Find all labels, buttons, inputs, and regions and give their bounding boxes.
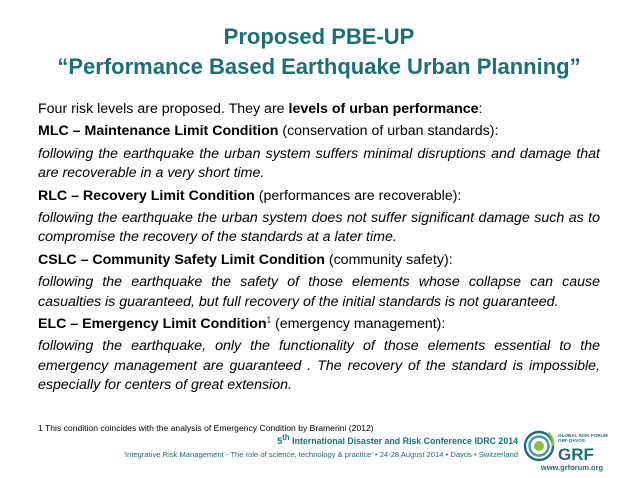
footnote <box>38 423 374 433</box>
intro-bold: levels of urban performance <box>288 101 479 117</box>
footnote-ref: 1 <box>266 315 272 325</box>
conf-number: 5 <box>277 436 283 446</box>
grf-logo-mark <box>522 428 622 468</box>
intro-end: : <box>478 101 483 117</box>
level-rlc-heading <box>38 187 600 206</box>
level-elc-heading <box>38 315 600 334</box>
level-head: MLC – Maintenance Limit Condition <box>38 123 279 140</box>
level-tail: (conservation of urban standards): <box>278 123 499 140</box>
title-line-1: Proposed PBE-UP <box>223 24 415 49</box>
conf-name: International Disaster and Risk Conference IDRC 2014 <box>289 436 518 446</box>
level-elc-description: following the earthquake, only the functionality of those elements essential to the emergency management are guaranteed . The recovery of the standard is impossible, especially for centers of great extension. <box>38 338 600 394</box>
level-cslc-description: following the earthquake the safety of those elements whose collapse can cause casualties is guaranteed, but full recovery of the initial standards is not guaranteed. <box>38 274 600 310</box>
level-rlc-description: following the earthquake the urban system does not suffer significant damage such as to compromise the recovery of the standards at a later time. <box>38 210 600 246</box>
logo-tagline-1: GLOBAL RISK FORUM <box>558 433 608 438</box>
slide-body <box>38 100 600 399</box>
conference-title <box>200 433 518 446</box>
conf-ordinal: th <box>282 433 290 443</box>
intro-text: Four risk levels are proposed. They are <box>38 101 289 117</box>
level-tail: (community safety): <box>324 251 453 268</box>
footnote-mark: 1 <box>38 423 43 433</box>
title-line-2: “Performance Based Earthquake Urban Planning” <box>57 54 581 79</box>
logo-url: www.grforum.org <box>540 463 604 472</box>
footnote-text: This condition coincides with the analysis of Emergency Condition by Bramerini (2012) <box>42 423 374 433</box>
logo-tagline-2: GRF DAVOS <box>558 438 585 443</box>
grf-logo <box>522 428 622 468</box>
level-mlc-description: following the earthquake the urban system suffers minimal disruptions and damage that are recoverable in a very short time. <box>38 145 600 182</box>
slide-title <box>0 22 638 82</box>
level-head: RLC – Recovery Limit Condition <box>38 187 255 204</box>
logo-wordmark: GRF <box>558 445 594 464</box>
level-tail: (performances are recoverable): <box>254 187 462 204</box>
level-head: ELC – Emergency Limit Condition <box>38 316 267 333</box>
conference-subtitle: 'Integrative Risk Management - The role of science, technology & practice' • 24-28 August 2014 • Davos • Switzerland <box>123 450 518 459</box>
level-mlc-heading <box>38 122 600 141</box>
intro-paragraph <box>38 100 600 119</box>
level-tail: (emergency management): <box>271 316 446 333</box>
level-head: CSLC – Community Safety Limit Condition <box>38 251 325 268</box>
level-cslc-heading <box>38 251 600 270</box>
